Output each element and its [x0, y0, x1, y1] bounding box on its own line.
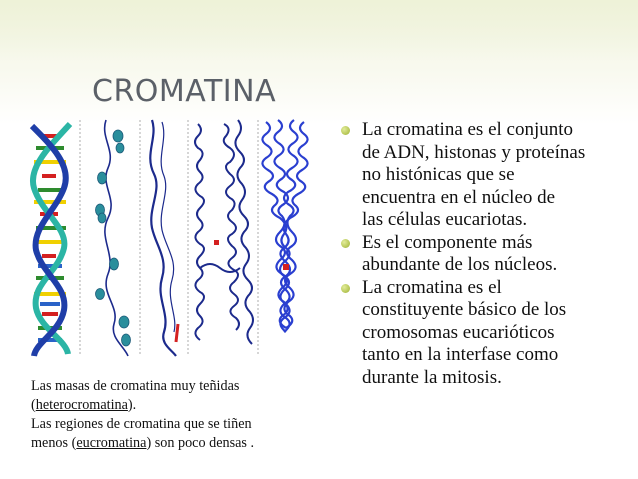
- nucleosome-string: [96, 120, 131, 356]
- bullet-line: de ADN, histonas y proteínas: [362, 141, 586, 163]
- caption-suffix: ) son poco densas .: [146, 435, 255, 451]
- header-band: [0, 0, 638, 60]
- caption-line-3: Las regiones de cromatina que se tiñen: [31, 416, 252, 432]
- bullet-item-abundance: [340, 232, 630, 277]
- bullet-item-definition: [340, 119, 630, 232]
- heterocromatina-term: heterocromatina: [35, 397, 128, 413]
- bullet-line: las células eucariotas.: [362, 209, 528, 230]
- bullet-dot-icon: [341, 239, 350, 248]
- bullet-line: tanto en la interfase como: [362, 344, 559, 365]
- dna-double-helix: [32, 124, 70, 356]
- caption-close-paren: ).: [127, 397, 137, 413]
- condensed-chromosome: [262, 120, 307, 332]
- chromatin-fiber: [150, 120, 178, 356]
- bullet-line: constituyente básico de los: [362, 299, 567, 320]
- figure-caption: [31, 377, 321, 453]
- slide-title: CROMATINA: [92, 74, 277, 109]
- bullet-list: [340, 119, 630, 389]
- bullet-line: cromosomas eucarióticos: [362, 321, 555, 343]
- caption-open-paren: (: [31, 397, 36, 413]
- bullet-line: La cromatina es el: [362, 276, 502, 298]
- bullet-dot-icon: [341, 126, 350, 135]
- bullet-line: La cromatina es el conjunto: [362, 119, 574, 140]
- bullet-line: encuentra en el núcleo de: [362, 186, 556, 208]
- eucromatina-term: eucromatina: [76, 435, 147, 451]
- bullet-line: Es el componente más: [362, 231, 533, 253]
- looped-domains: [195, 120, 253, 344]
- caption-line-2: [31, 396, 321, 415]
- bullet-line: durante la mitosis.: [362, 366, 502, 388]
- bullet-line: no histónicas que se: [362, 164, 515, 185]
- caption-line-4: [31, 434, 321, 453]
- chromatin-figure: [28, 118, 313, 358]
- caption-line-1: Las masas de cromatina muy teñidas: [31, 378, 240, 394]
- bullet-dot-icon: [341, 284, 350, 293]
- bullet-item-chromosomes: [340, 277, 630, 390]
- bullet-line: abundante de los núcleos.: [362, 254, 558, 275]
- caption-prefix: menos (: [31, 435, 77, 451]
